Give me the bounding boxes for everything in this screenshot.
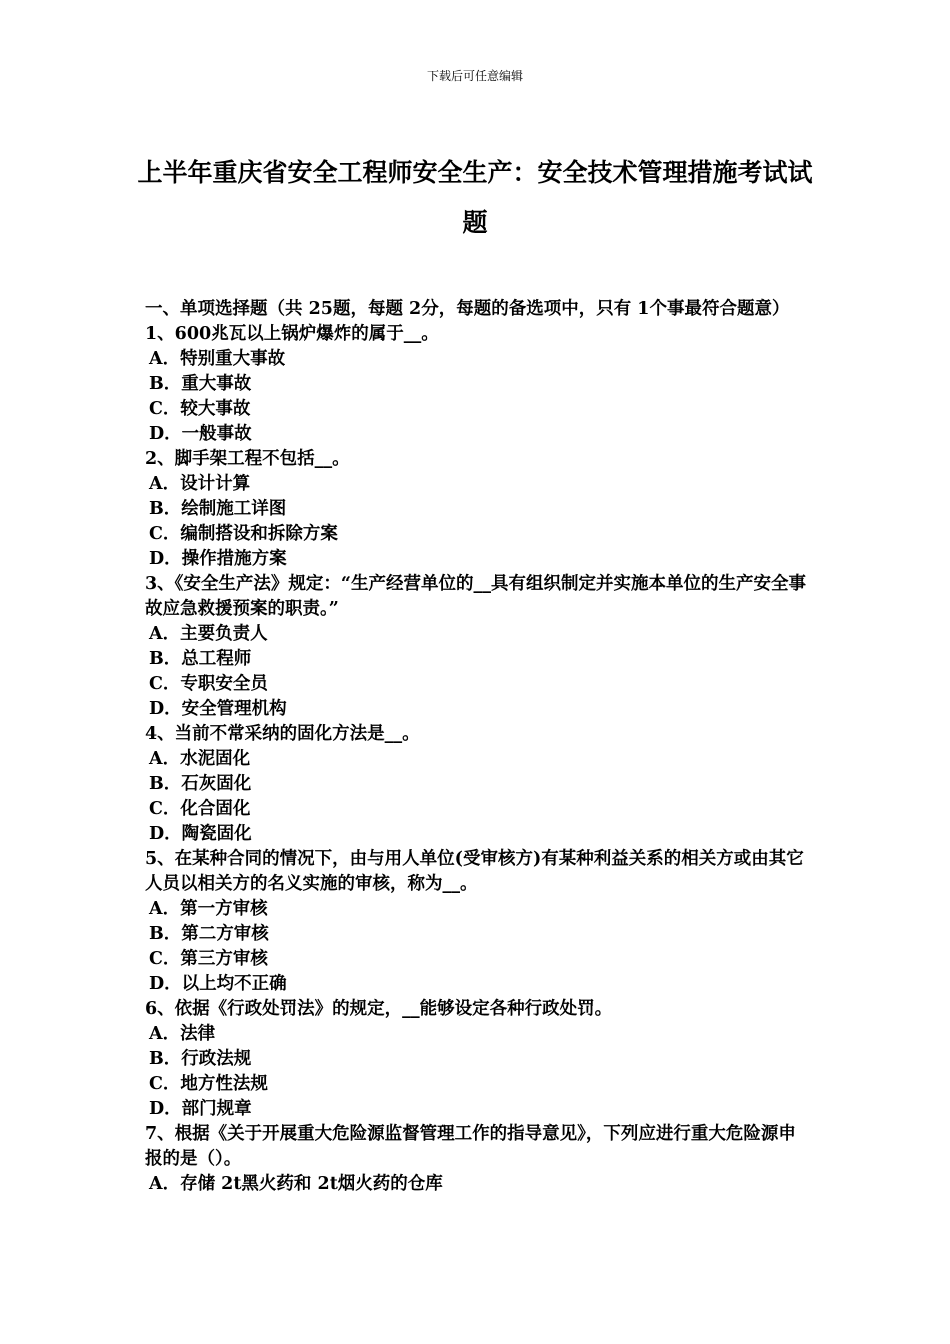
question-3	[145, 572, 810, 722]
option-c: C．专职安全员	[149, 674, 268, 694]
option-a: A．主要负责人	[149, 624, 268, 644]
option-b: B．行政法规	[149, 1049, 252, 1069]
option-a: A．水泥固化	[149, 749, 251, 769]
option-c: C．地方性法规	[149, 1074, 268, 1094]
option-d: D．陶瓷固化	[149, 824, 252, 844]
option-b: B．总工程师	[149, 649, 252, 669]
option-b: B．绘制施工详图	[149, 499, 287, 519]
option-d: D．部门规章	[149, 1099, 252, 1119]
question-content	[145, 297, 810, 1197]
option-d: D．安全管理机构	[149, 699, 287, 719]
option-d: D．一般事故	[149, 424, 252, 444]
document-title: 上半年重庆省安全工程师安全生产：安全技术管理措施考试试题	[137, 158, 813, 237]
section-heading: 一、单项选择题（共 25题，每题 2分，每题的备选项中，只有 1个事最符合题意）	[145, 299, 790, 319]
option-c: C．较大事故	[149, 399, 251, 419]
question-stem: 2、脚手架工程不包括__。	[145, 449, 350, 469]
option-d: D．操作措施方案	[149, 549, 287, 569]
option-a: A．法律	[149, 1024, 216, 1044]
question-4	[145, 722, 810, 847]
question-5	[145, 847, 810, 997]
option-c: C．第三方审核	[149, 949, 268, 969]
question-stem: 3、《安全生产法》规定：“生产经营单位的__具有组织制定并实施本单位的生产安全事故应急救援预案的职责。”	[145, 574, 806, 619]
option-b: B．第二方审核	[149, 924, 269, 944]
question-7	[145, 1122, 810, 1197]
question-2	[145, 447, 810, 572]
header-note: 下载后可任意编辑	[426, 69, 523, 83]
question-stem: 5、在某种合同的情况下，由与用人单位(受审核方)有某种利益关系的相关方或由其它人员以相关方的名义实施的审核，称为__。	[145, 849, 804, 894]
question-stem: 7、根据《关于开展重大危险源监督管理工作的指导意见》，下列应进行重大危险源申报的是（）。	[145, 1124, 796, 1169]
option-a: A．存储 2t黑火药和 2t烟火药的仓库	[149, 1174, 443, 1194]
question-stem: 4、当前不常采纳的固化方法是__。	[145, 724, 420, 744]
option-b: B．重大事故	[149, 374, 252, 394]
option-b: B．石灰固化	[149, 774, 252, 794]
option-a: A．特别重大事故	[149, 349, 286, 369]
question-1	[145, 322, 810, 447]
option-c: C．编制搭设和拆除方案	[149, 524, 338, 544]
question-6	[145, 997, 810, 1122]
option-a: A．第一方审核	[149, 899, 268, 919]
option-c: C．化合固化	[149, 799, 251, 819]
question-stem: 1、600兆瓦以上锅炉爆炸的属于__。	[145, 324, 439, 344]
question-stem: 6、依据《行政处罚法》的规定，__能够设定各种行政处罚。	[145, 999, 613, 1019]
option-a: A．设计计算	[149, 474, 251, 494]
option-d: D．以上均不正确	[149, 974, 287, 994]
